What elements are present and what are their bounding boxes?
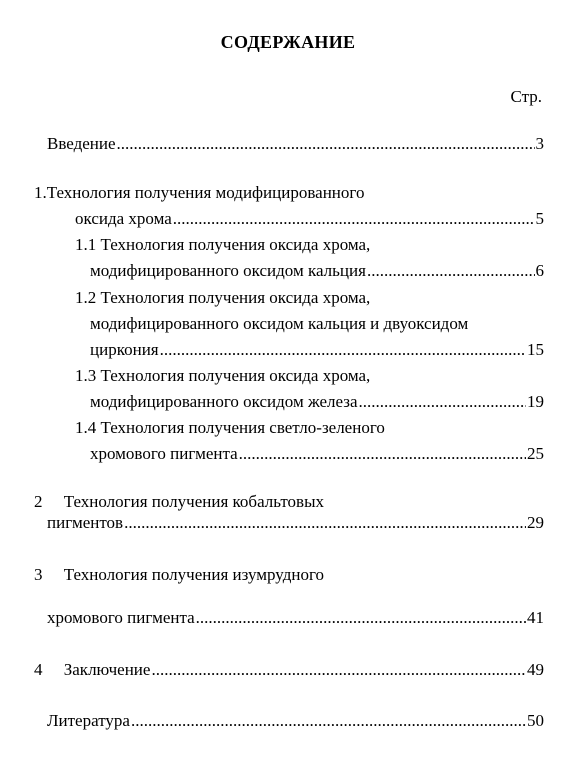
leader-dots [151,660,526,680]
toc-entry-text: Введение [47,134,116,153]
toc-page-number: 41 [527,608,544,627]
toc-page-number: 5 [535,209,544,228]
leader-dots [196,608,526,628]
toc-page-number: 19 [527,392,544,411]
leader-dots [359,392,526,412]
toc-entry-s1-line1[interactable]: 1.Технология получения модифицированного [34,183,365,202]
toc-entry-s1-4-line1[interactable]: 1.4 Технология получения светло-зеленого [75,418,385,437]
toc-entry-text: хромового пигмента [47,608,195,627]
toc-entry-s1-1-line1[interactable]: 1.1 Технология получения оксида хрома, [75,235,371,254]
toc-entry-text: хромового пигмента [90,444,238,463]
toc-entry-text: модифицированного оксидом кальция [90,261,366,280]
toc-entry-s1[interactable] [75,209,544,229]
toc-entry-text: циркония [90,340,159,359]
leader-dots [239,444,526,464]
toc-page-number: 25 [527,444,544,463]
toc-entry-text: 4 Заключение [34,660,151,679]
toc-page-number: 50 [527,711,544,730]
toc-entry-s1-2[interactable] [90,340,544,360]
toc-entry-s3-line1[interactable]: 3 Технология получения изумрудного [34,565,325,584]
toc-entry-s2[interactable] [47,513,544,533]
toc-entry-text: пигментов [47,513,124,532]
toc-entry-intro[interactable] [47,134,544,154]
toc-entry-text: модифицированного оксидом железа [90,392,358,411]
toc-entry-s1-3[interactable] [90,392,544,412]
toc-entry-text: Литература [47,711,130,730]
toc-page-number: 6 [535,261,544,280]
toc-entry-s2-line1[interactable]: 2 Технология получения кобальтовых [34,492,325,511]
leader-dots [117,134,535,154]
page-column-label: Стр. [510,87,542,106]
leader-dots [173,209,535,229]
toc-page-number: 3 [535,134,544,153]
leader-dots [124,513,526,533]
toc-entry-s1-2-line1[interactable]: 1.2 Технология получения оксида хрома, [75,288,371,307]
toc-entry-s1-1[interactable] [90,261,544,281]
toc-entry-literature[interactable] [47,711,544,731]
toc-entry-s1-3-line1[interactable]: 1.3 Технология получения оксида хрома, [75,366,371,385]
toc-page-number: 29 [527,513,544,532]
toc-entry-s4[interactable] [34,660,544,680]
toc-page-number: 49 [527,660,544,679]
toc-page-number: 15 [527,340,544,359]
toc-entry-s3[interactable] [47,608,544,628]
leader-dots [367,261,535,281]
toc-entry-s1-2-line2[interactable]: модифицированного оксидом кальция и двуоксидом [90,314,469,333]
leader-dots [160,340,526,360]
toc-entry-s1-4[interactable] [90,444,544,464]
leader-dots [131,711,526,731]
page-title: СОДЕРЖАНИЕ [220,32,356,52]
toc-entry-text: оксида хрома [75,209,172,228]
